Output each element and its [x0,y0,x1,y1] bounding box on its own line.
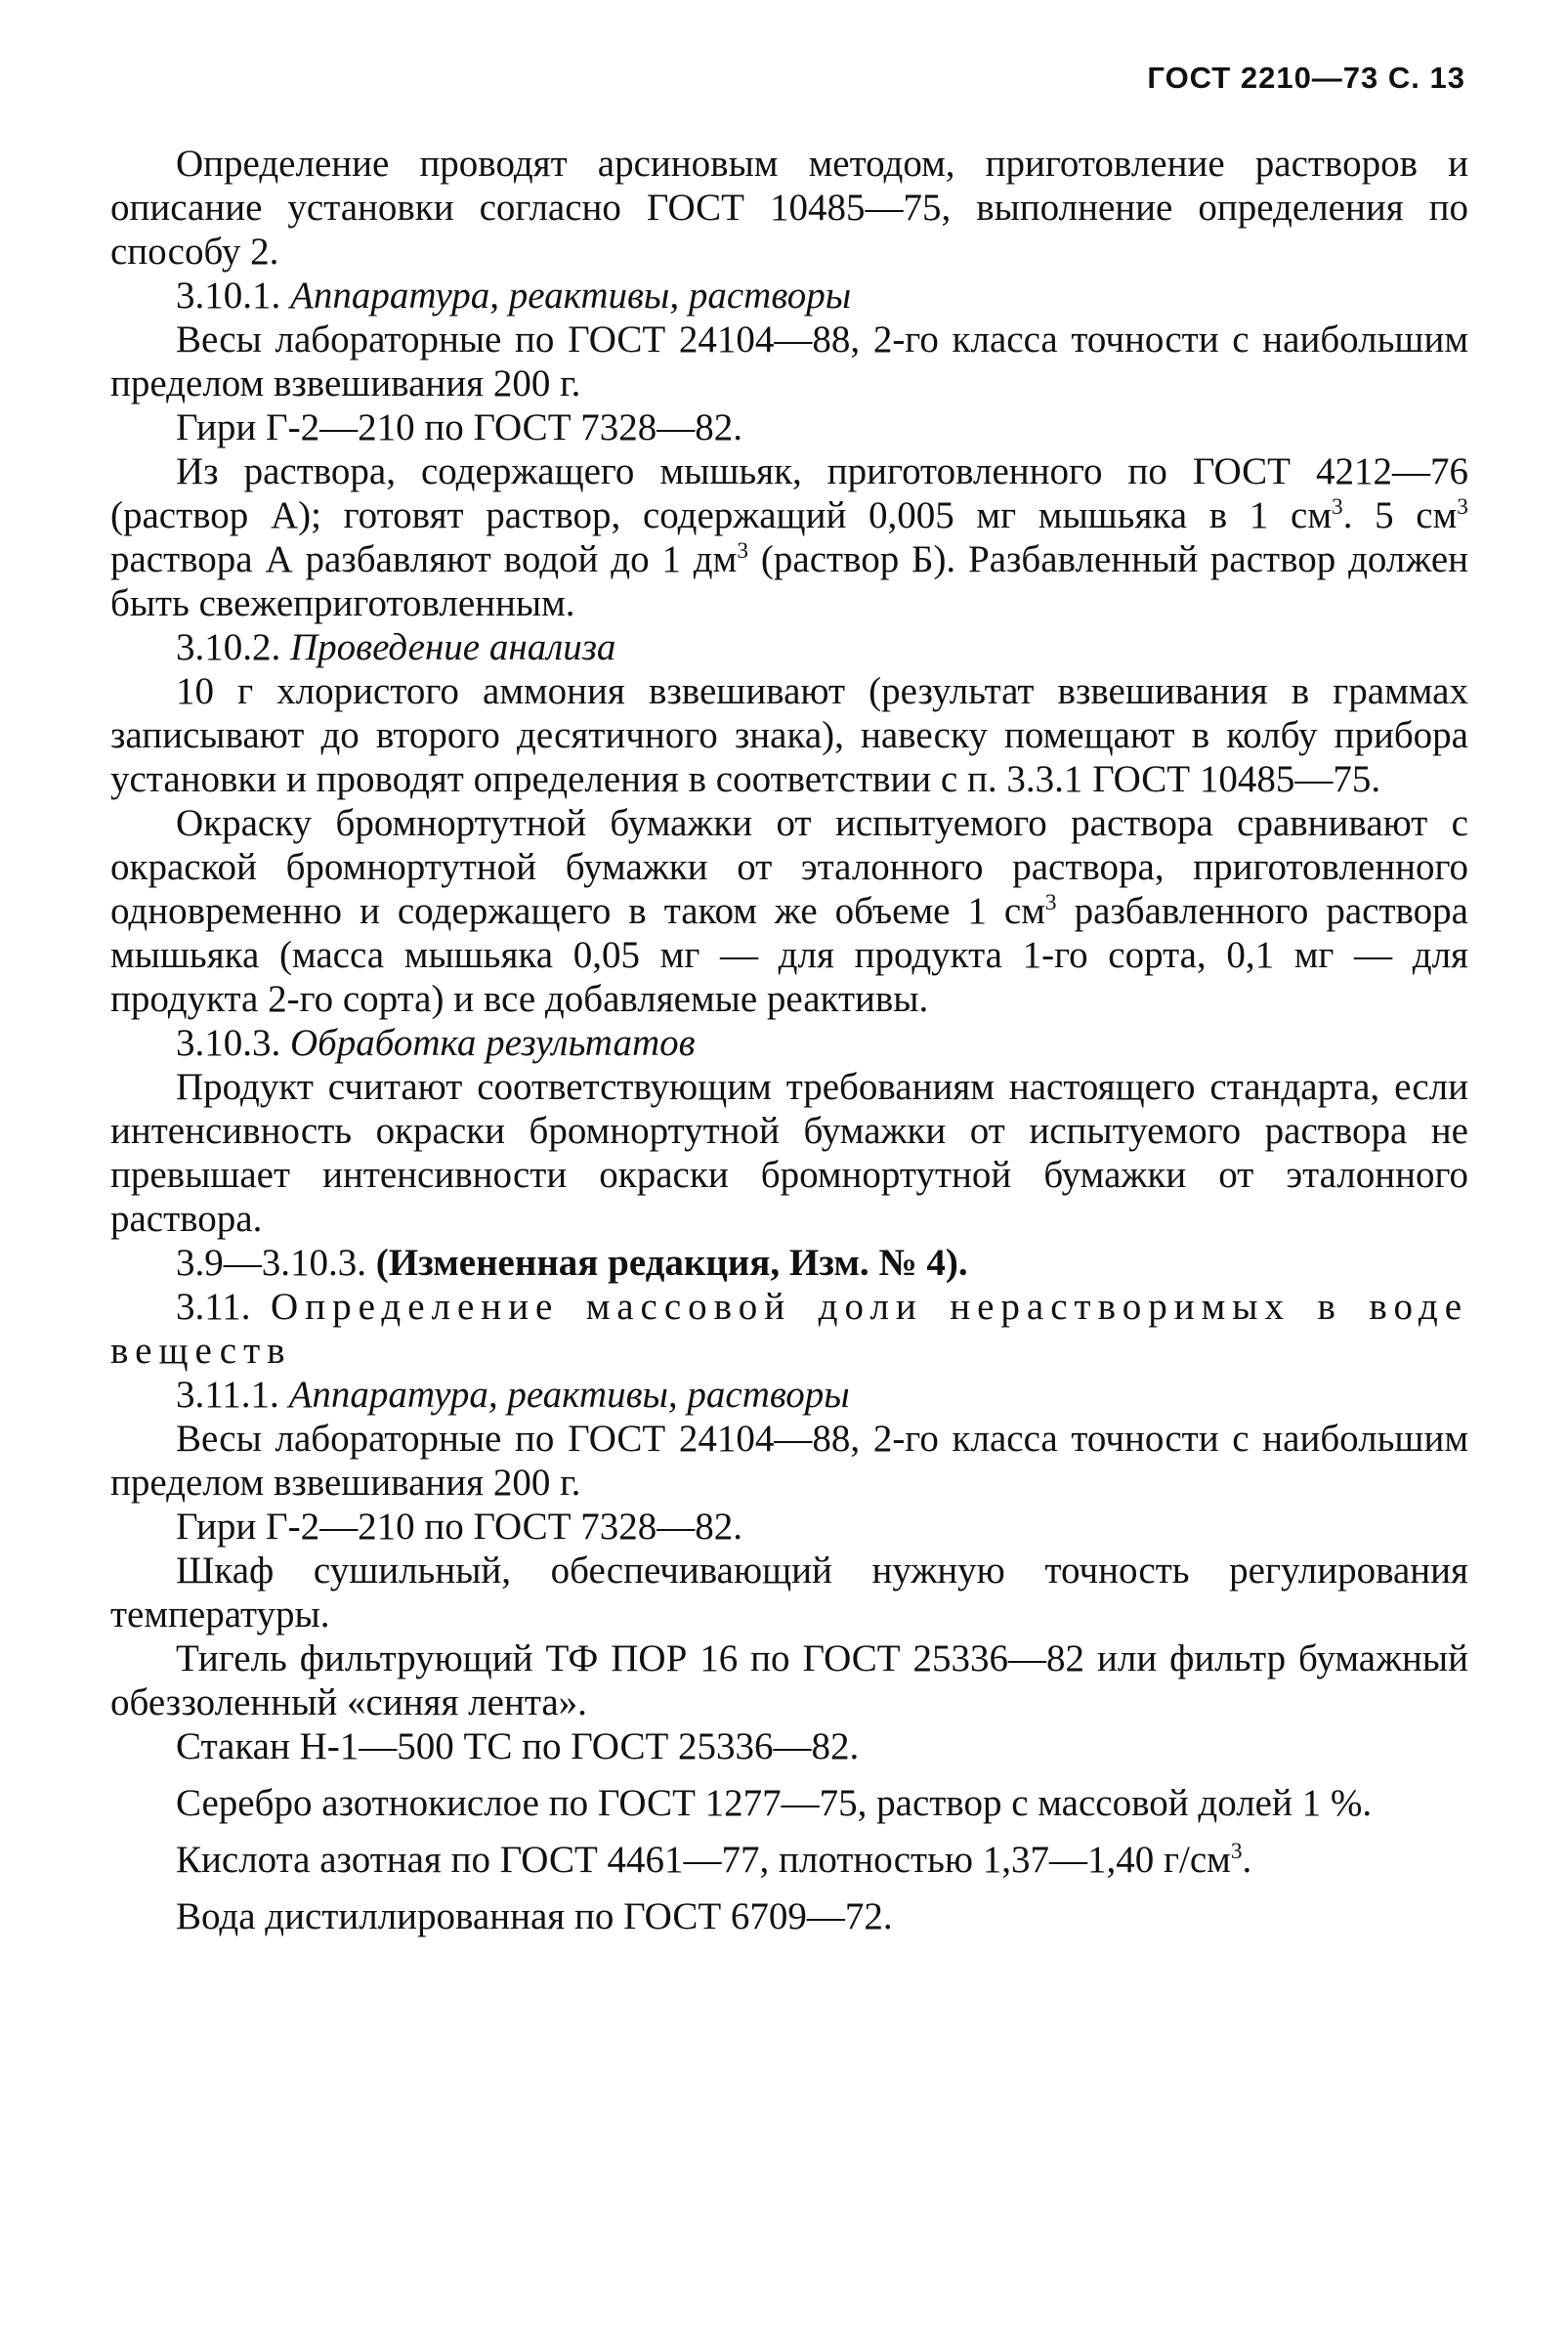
paragraph-distilled-water: Вода дистиллированная по ГОСТ 6709—72. [176,1895,893,1937]
section-heading-3-11-1 [110,1373,1468,1417]
paragraph-intro: Определение проводят арсиновым методом, приготовление растворов и описание установки согласно ГОСТ 10485—75, выполнение определения по способу 2. [110,143,1468,273]
section-title: Аппаратура, реактивы, растворы [288,1374,850,1416]
paragraph-nitric-acid: Кислота азотная по ГОСТ 4461—77, плотностью 1,37—1,40 $г/см^3$. [176,1839,1252,1881]
section-title: Определение массовой доли нерастворимых в воде веществ [110,1286,1469,1372]
paragraph-comparison: Окраску бромнортутной бумажки от испытуемого раствора сравнивают с окраской бромнортутной бумажки от эталонного раствора, приготовленного одновременно и содержащего в таком же объеме 1 $см^3$ разбавленного раствора мышьяка (масса мышьяка 0,05 мг — для продукта 1-го сорта, 0,1 мг — для продукта 2-го сорта) и все добавляемые реактивы. [110,802,1468,1020]
paragraph-scales-2: Весы лабораторные по ГОСТ 24104—88, 2-го класса точности с наибольшим пределом взвешивания 200 г. [110,1418,1468,1504]
section-title: Обработка результатов [290,1022,696,1064]
paragraph-weights-2: Гири Г-2—210 по ГОСТ 7328—82. [176,1506,743,1548]
section-heading-3-10-3 [110,1021,1468,1065]
paragraph-beaker: Стакан Н-1—500 ТС по ГОСТ 25336—82. [176,1725,860,1767]
paragraph-results: Продукт считают соответствующим требованиям настоящего стандарта, если интенсивность окраски бромнортутной бумажки от испытуемого раствора не превышает интенсивности окраски бромнортутной бумажки от эталонного раствора. [110,1066,1468,1240]
paragraph-analysis: 10 г хлористого аммония взвешивают (результат взвешивания в граммах записывают до второго десятичного знака), навеску помещают в колбу прибора установки и проводят определения в соответствии с п. 3.3.1 ГОСТ 10485—75. [110,670,1468,800]
section-title: Аппаратура, реактивы, растворы [290,275,852,317]
document-body [110,142,1468,1938]
paragraph-drying-oven: Шкаф сушильный, обеспечивающий нужную точность регулирования температуры. [110,1550,1468,1636]
paragraph-silver-nitrate: Серебро азотнокислое по ГОСТ 1277—75, раствор с массовой долей 1 %. [176,1782,1373,1824]
section-title: Проведение анализа [290,626,616,668]
section-heading-3-10-1 [110,274,1468,318]
section-number: 3.10.1. [176,275,281,317]
section-heading-3-10-2 [110,625,1468,669]
page-header: ГОСТ 2210—73 С. 13 [1147,61,1465,95]
paragraph-scales: Весы лабораторные по ГОСТ 24104—88, 2-го класса точности с наибольшим пределом взвешивания 200 г. [110,319,1468,404]
section-number: 3.11. [176,1286,251,1328]
section-number: 3.10.2. [176,626,281,668]
paragraph-weights: Гири Г-2—210 по ГОСТ 7328—82. [176,406,743,448]
section-heading-3-11 [110,1285,1468,1373]
section-number: 3.10.3. [176,1022,281,1064]
paragraph-crucible: Тигель фильтрующий ТФ ПОР 16 по ГОСТ 25336—82 или фильтр бумажный обеззоленный «синяя лента». [110,1637,1468,1723]
paragraph-solution-b: Из раствора, содержащего мышьяк, приготовленного по ГОСТ 4212—76 (раствор А); готовят раствор, содержащий 0,005 мг мышьяка в 1 $см^3$. 5 $см^3$ раствора А разбавляют водой до 1 $дм^3$ (раствор Б). Разбавленный раствор должен быть свежеприготовленным. [110,450,1468,624]
amendment-note: 3.9—3.10.3. (Измененная редакция, Изм. № 4). [176,1242,968,1284]
section-number: 3.11.1. [176,1374,279,1416]
